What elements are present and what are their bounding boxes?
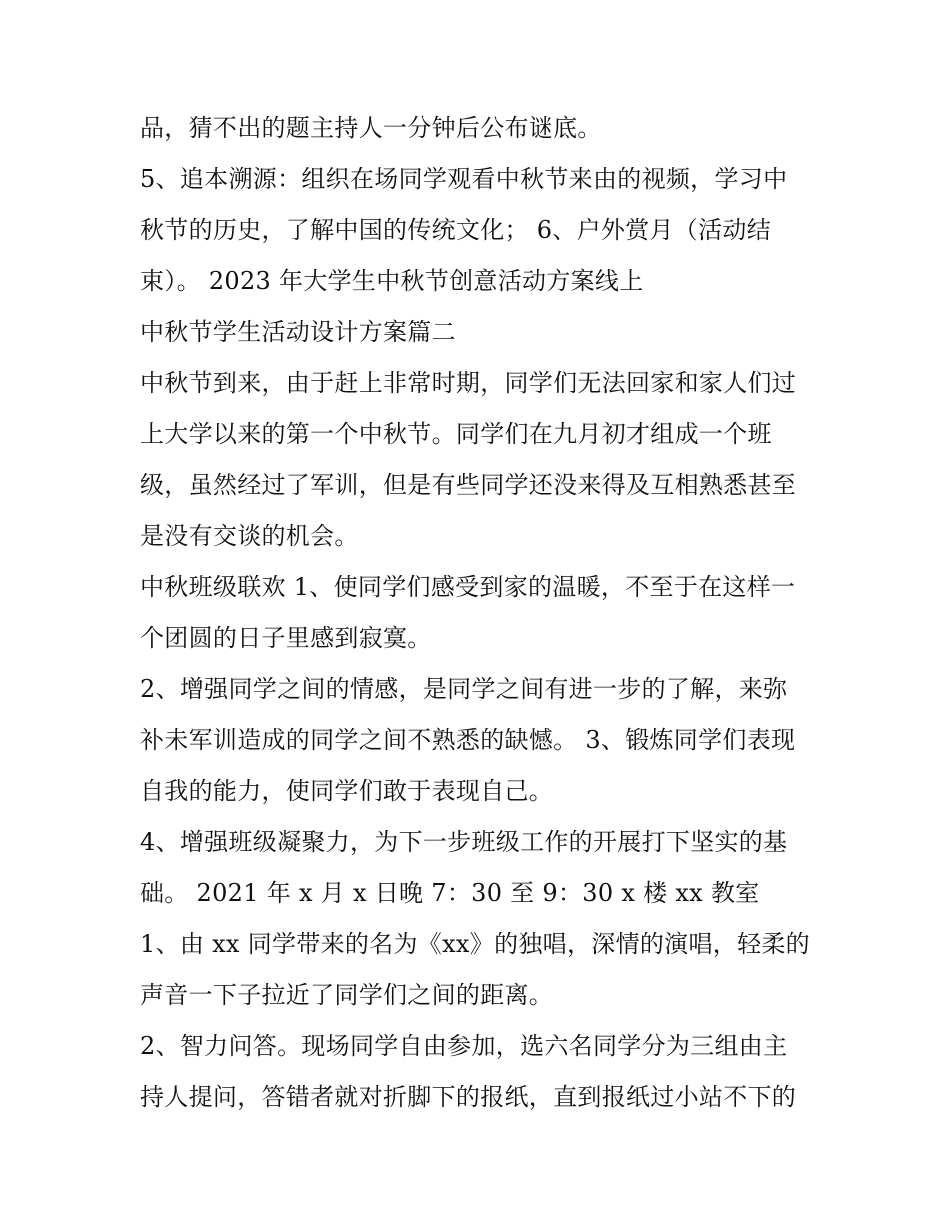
text-line: 持人提问，答错者就对折脚下的报纸，直到报纸过小站不下的 [140,1083,797,1111]
text-line: 中秋节到来，由于赶上非常时期，同学们无法回家和家人们过 [140,369,797,397]
text-line: 中秋班级联欢 1、使同学们感受到家的温暖，不至于在这样一 [140,573,796,601]
document-body [140,103,830,1123]
text-line: 束）。 2023 年大学生中秋节创意活动方案线上 [140,267,644,295]
text-line: 声音一下子拉近了同学们之间的距离。 [140,981,554,1009]
text-line: 1、由 xx 同学带来的名为《xx》的独唱，深情的演唱，轻柔的 [140,930,810,958]
text-line: 补未军训造成的同学之间不熟悉的缺憾。 3、锻炼同学们表现 [140,726,796,754]
section-heading: 中秋节学生活动设计方案篇二 [140,318,456,346]
text-line: 自我的能力，使同学们敢于表现自己。 [140,777,554,805]
text-line: 个团圆的日子里感到寂寞。 [140,624,432,652]
text-line: 是没有交谈的机会。 [140,522,359,550]
text-line: 2、智力问答。现场同学自由参加，选六名同学分为三组由主 [140,1032,788,1060]
text-line: 级，虽然经过了军训，但是有些同学还没来得及互相熟悉甚至 [140,471,797,499]
text-line: 2、增强同学之间的情感，是同学之间有进一步的了解，来弥 [140,675,788,703]
text-line: 秋节的历史，了解中国的传统文化； 6、户外赏月（活动结 [140,216,771,244]
text-line: 4、增强班级凝聚力，为下一步班级工作的开展打下坚实的基 [140,828,788,856]
text-line: 品，猜不出的题主持人一分钟后公布谜底。 [140,114,602,142]
text-line: 上大学以来的第一个中秋节。同学们在九月初才组成一个班 [140,420,772,448]
text-line: 5、追本溯源：组织在场同学观看中秋节来由的视频，学习中 [140,165,788,193]
text-line: 础。 2021 年 x 月 x 日晚 7：30 至 9：30 x 楼 xx 教室 [140,879,760,907]
